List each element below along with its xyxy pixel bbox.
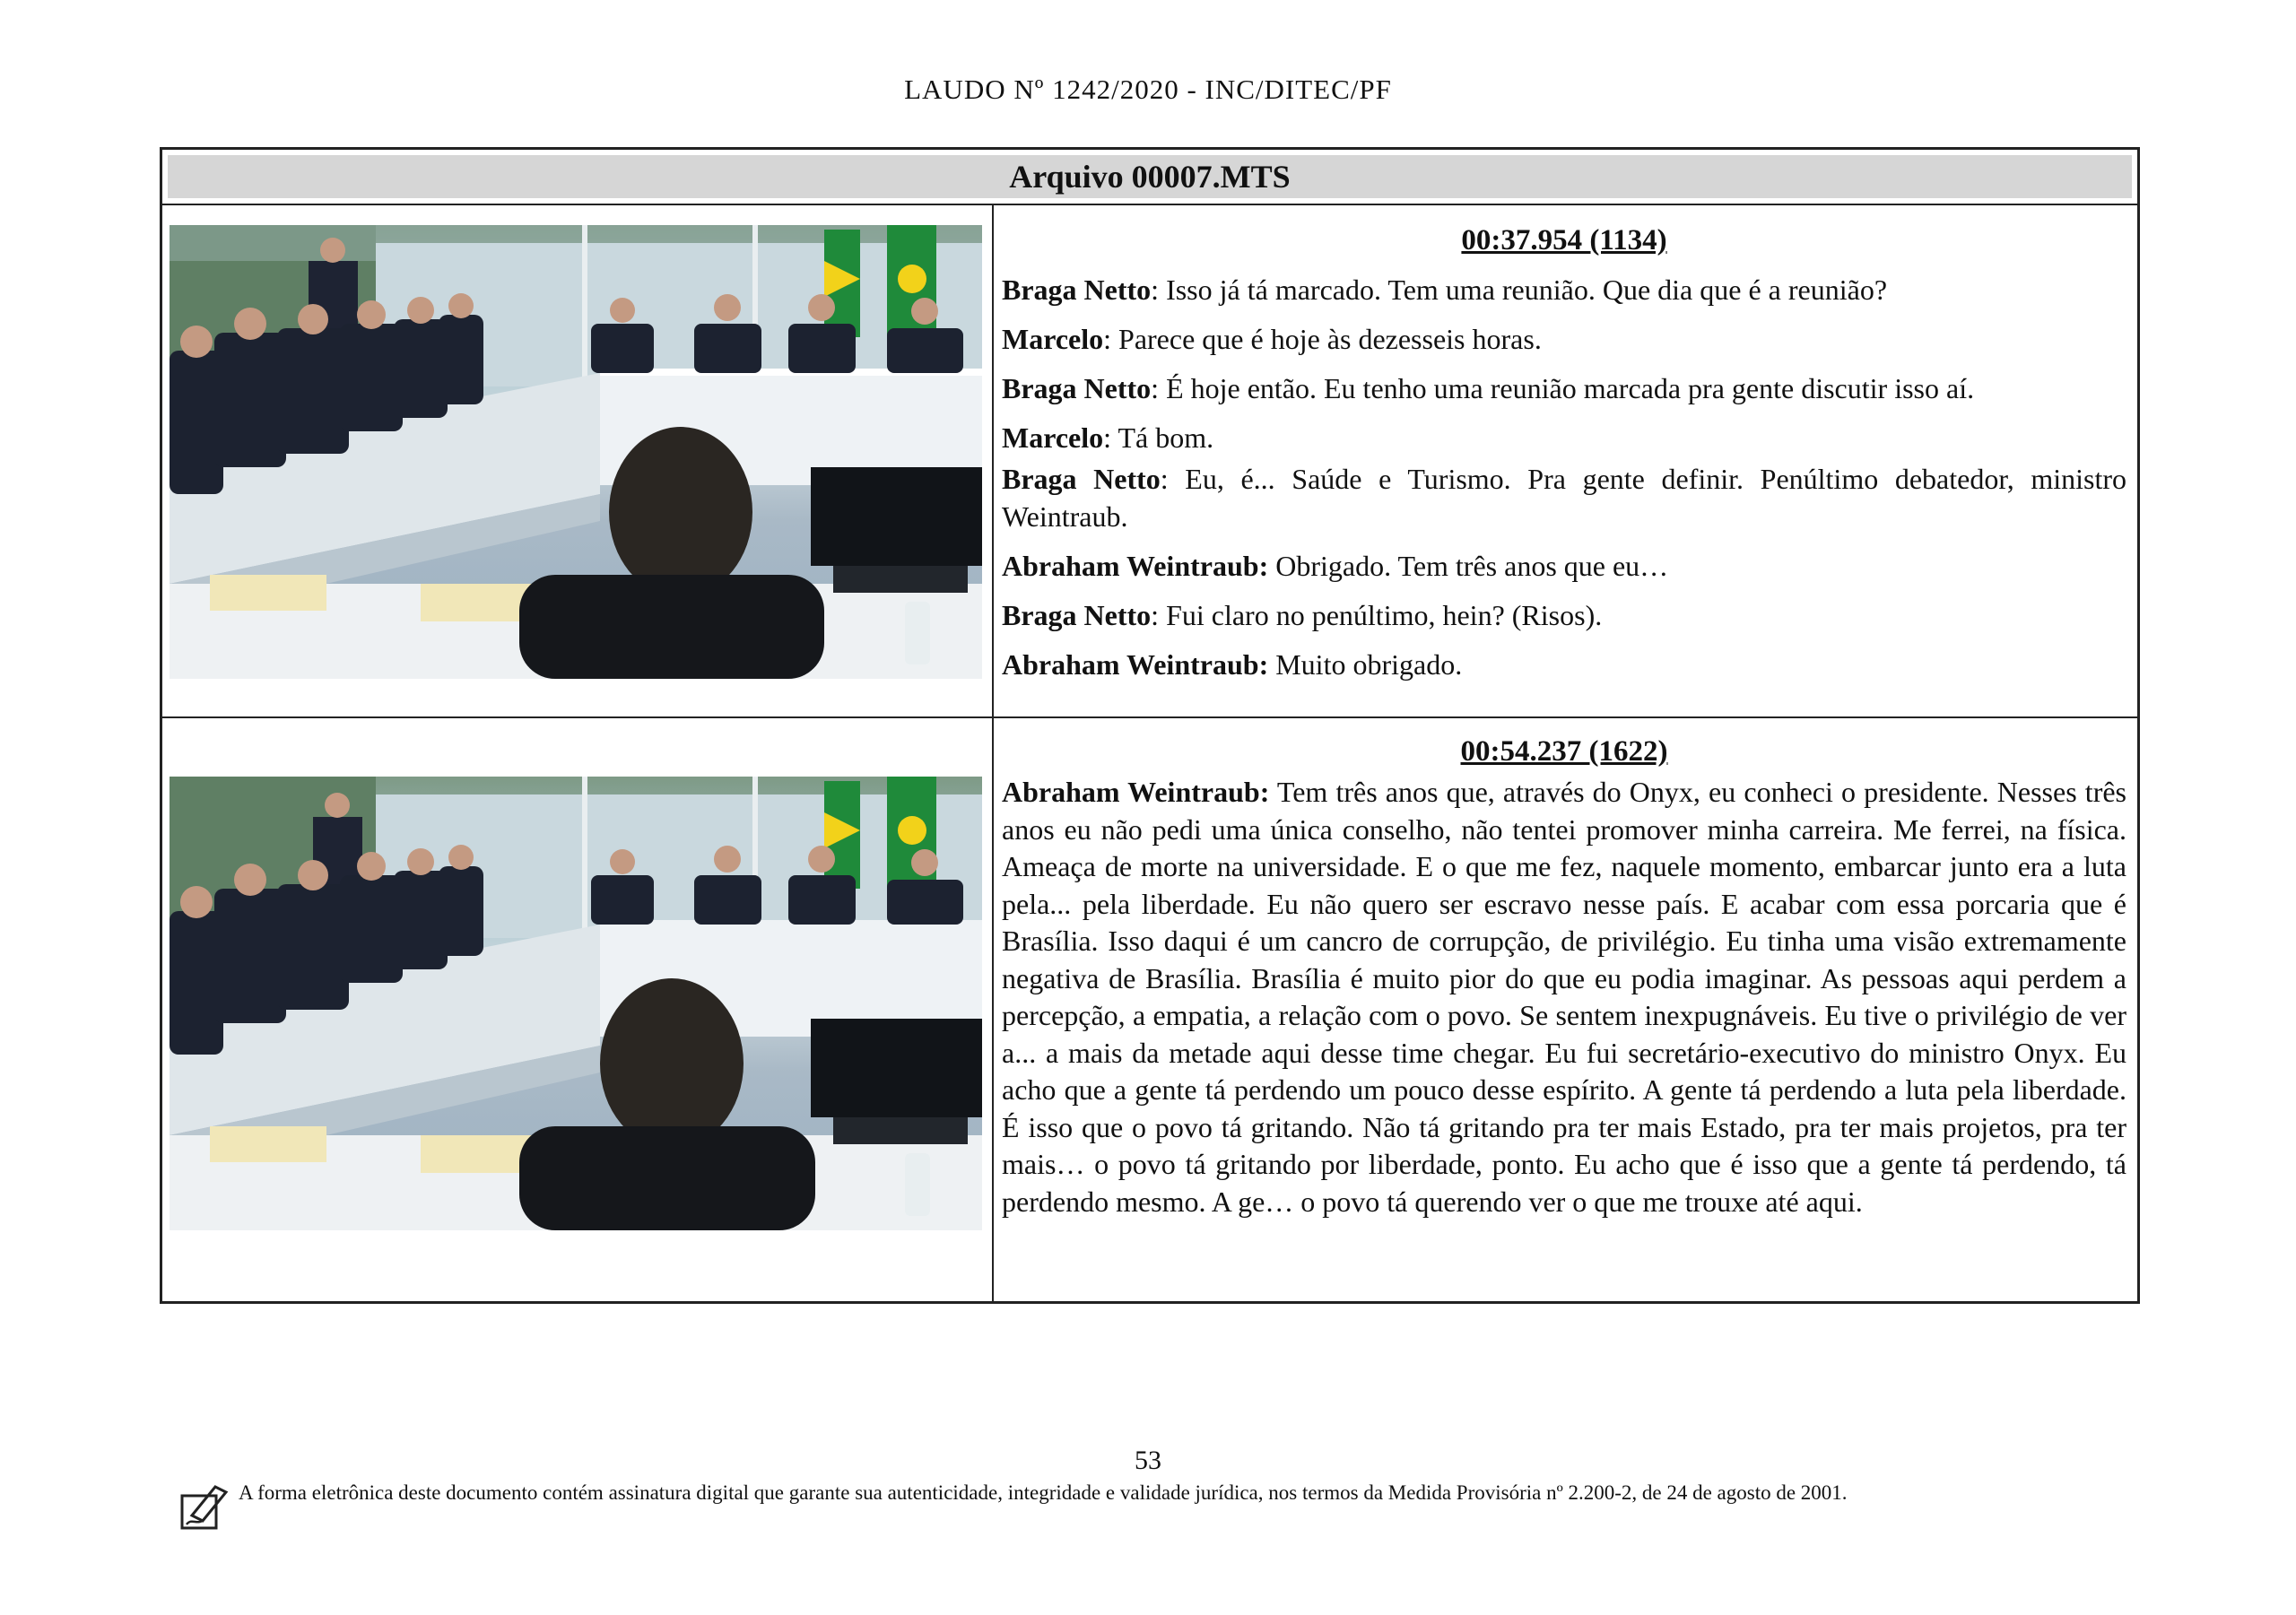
video-frame-2: [170, 777, 982, 1230]
footer: [179, 1480, 2135, 1506]
column-divider: [992, 204, 994, 1301]
digital-signature-seal-icon: [179, 1480, 233, 1532]
speech-text: : Parece que é hoje às dezesseis horas.: [1103, 323, 1542, 355]
transcript-table: [160, 147, 2140, 1304]
transcript-block-2: [1002, 733, 2126, 1220]
timestamp: 00:37.954 (1134): [1461, 224, 1667, 256]
speech-text: : É hoje então. Eu tenho uma reunião marcada pra gente discutir isso aí.: [1151, 372, 1975, 404]
speaker-name: Braga Netto: [1002, 463, 1161, 495]
video-frame-1: [170, 225, 982, 679]
speaker-name: Braga Netto: [1002, 274, 1152, 306]
speech-line: [1002, 596, 2126, 634]
speaker-name: Braga Netto: [1002, 599, 1152, 631]
footer-legal-text: A forma eletrônica deste documento contém assinatura digital que garante sua autenticidade, integridade e validade jurídica, nos termos da Medida Provisória nº 2.200-2, de 24 de agosto de 2001.: [239, 1481, 1848, 1504]
speaker-name: Abraham Weintraub:: [1002, 648, 1269, 681]
title-divider: [162, 204, 2137, 205]
file-title: Arquivo 00007.MTS: [168, 155, 2132, 198]
speech-line: [1002, 369, 2126, 407]
row-divider: [162, 716, 2137, 718]
speech-line: [1002, 271, 2126, 308]
speech-text: : Isso já tá marcado. Tem uma reunião. Que dia que é a reunião?: [1151, 274, 1888, 306]
page-number: 53: [1135, 1446, 1161, 1475]
speech-text: : Eu, é... Saúde e Turismo. Pra gente definir. Penúltimo debatedor, ministro Weintraub.: [1002, 463, 2127, 533]
speech-text: Obrigado. Tem três anos que eu…: [1268, 550, 1669, 582]
speaker-name: Abraham Weintraub:: [1002, 776, 1270, 808]
timestamp: 00:54.237 (1622): [1460, 735, 1668, 768]
meeting-scene-illustration: [170, 777, 982, 1230]
speech-line: [1002, 419, 2126, 456]
speech-line: [1002, 774, 2126, 1220]
speech-text: : Tá bom.: [1103, 421, 1214, 454]
speech-text: Muito obrigado.: [1268, 648, 1463, 681]
speech-line: [1002, 547, 2126, 585]
speaker-name: Braga Netto: [1002, 372, 1152, 404]
speaker-name: Abraham Weintraub:: [1002, 550, 1269, 582]
speaker-name: Marcelo: [1002, 421, 1104, 454]
speech-text: Tem três anos que, através do Onyx, eu conheci o presidente. Nesses três anos eu não pedi uma única conselho, não tentei promover minha carreira. Me ferrei, na física. Ameaça de morte na universidade. E o que me fez, naquele momento, embarcar junto era a luta pela... pela liberdade. Eu não quero ser escravo nesse país. E acabar com essa porcaria que é Brasília. Isso daqui é um cancro de corrupção, de privilégio. Eu tinha uma visão extremamente negativa de Brasília. Brasília é muito pior do que eu podia imaginar. As pessoas aqui perdem a percepção, a empatia, a relação com o povo. Se sentem inexpugnáveis. Eu tive o privilégio de ver a... a mais da metade aqui desse time chegar. Eu fui secretário-executivo do ministro Onyx. Eu acho que a gente tá perdendo um pouco desse espírito. A gente tá perdendo a luta pela liberdade. É isso que o povo tá gritando. Não tá gritando pra ter mais Estado, pra ter mais projetos, pra ter mais… o povo tá gritando por liberdade, ponto. Eu acho que é isso que a gente tá perdendo, tá perdendo mesmo. A ge… o povo tá querendo ver o que me trouxe até aqui.: [1002, 776, 2127, 1218]
report-header: LAUDO Nº 1242/2020 - INC/DITEC/PF: [904, 74, 1392, 105]
transcript-block-1: [1002, 221, 2126, 683]
speech-text: : Fui claro no penúltimo, hein? (Risos).: [1151, 599, 1603, 631]
speech-line: [1002, 646, 2126, 683]
meeting-scene-illustration: [170, 225, 982, 679]
speaker-name: Marcelo: [1002, 323, 1104, 355]
speech-line: [1002, 320, 2126, 358]
speech-line: [1002, 460, 2126, 535]
